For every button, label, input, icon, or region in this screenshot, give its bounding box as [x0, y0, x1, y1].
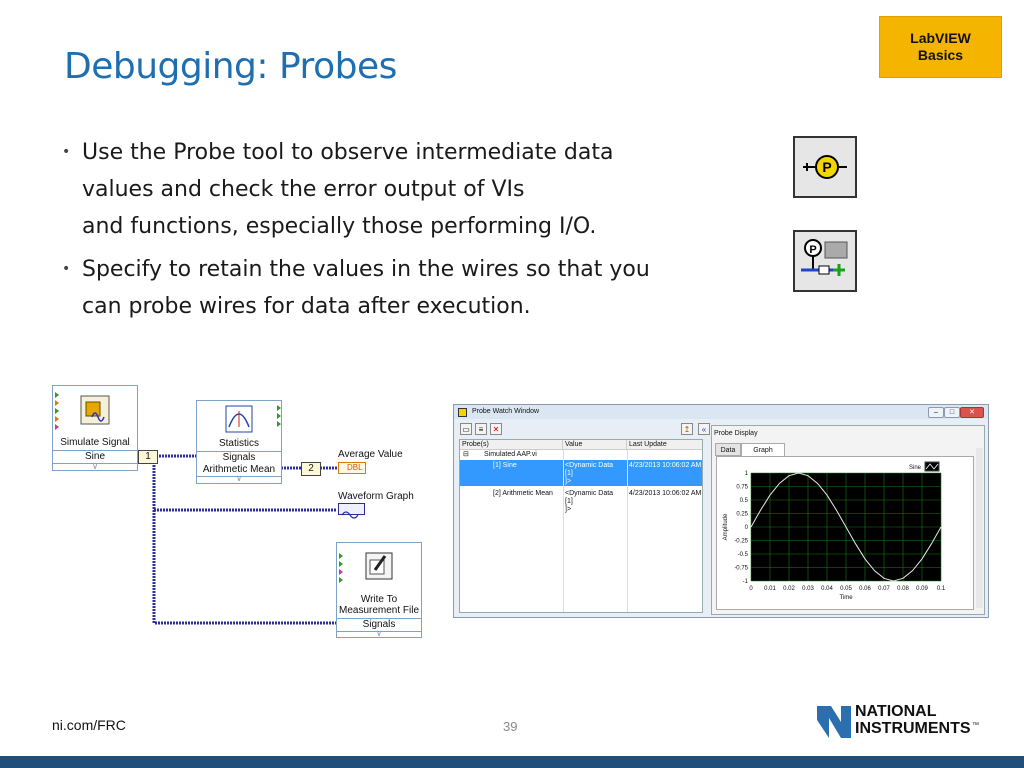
badge-line-1: LabVIEW: [910, 30, 971, 46]
statistics-icon: [225, 405, 253, 433]
column-header-probes[interactable]: Probe(s): [460, 440, 563, 450]
probe-name: [1] Sine: [493, 462, 517, 469]
probe-updated: 4/23/2013 10:06:02 AM: [629, 462, 702, 469]
footer-url[interactable]: ni.com/FRC: [52, 717, 126, 733]
probe-value-line-2: [1]: [565, 470, 573, 477]
y-tick-label: -1: [742, 579, 748, 585]
collapse-panel-icon[interactable]: «: [698, 423, 710, 435]
minimize-button[interactable]: –: [928, 407, 944, 418]
y-tick-label: 0.5: [739, 498, 748, 504]
logo-text-2: INSTRUMENTS: [855, 720, 971, 737]
input-terminal-icon: [339, 569, 343, 575]
input-terminal-icon: [55, 400, 59, 406]
vi-selector-input[interactable]: Signals: [197, 451, 281, 465]
probe-value-line-1: <Dynamic Data: [565, 490, 614, 497]
probe-value-line-3: ]>: [565, 478, 572, 485]
logo-trademark: ™: [972, 722, 979, 729]
probe-row[interactable]: [460, 488, 702, 514]
slide-title: Debugging: Probes: [64, 46, 397, 87]
legend-label: Sine: [908, 465, 921, 471]
column-header-value[interactable]: Value: [563, 440, 627, 450]
probe-list[interactable]: [459, 439, 703, 613]
write-measurement-file-vi[interactable]: [336, 542, 422, 638]
bullet-2-line-2: can probe wires for data after execution.: [82, 294, 531, 319]
y-tick-label: -0.75: [734, 565, 748, 572]
badge-line-2: Basics: [917, 47, 964, 63]
input-terminal-icon: [339, 561, 343, 567]
probe-value-line-3: ]>: [565, 506, 572, 513]
maximize-button[interactable]: □: [944, 407, 960, 418]
waveform-icon: [339, 509, 364, 519]
probe-name: [2] Arithmetic Mean: [493, 490, 553, 497]
x-tick-label: 0.06: [859, 586, 871, 592]
column-header-last-update[interactable]: Last Update: [627, 440, 702, 450]
bottom-bar: [0, 756, 1024, 768]
probe-value-line-1: <Dynamic Data: [565, 462, 614, 469]
y-axis-label: Amplitude: [723, 513, 729, 541]
vi-caption: Statistics: [218, 438, 259, 449]
average-value-indicator[interactable]: DBL: [338, 462, 366, 474]
highlight-icon[interactable]: ↥: [681, 423, 693, 435]
vi-selector[interactable]: Signals: [337, 618, 421, 632]
chevron-down-icon[interactable]: ∨: [235, 473, 243, 483]
national-instruments-logo: [815, 698, 980, 740]
x-tick-label: 0.03: [802, 586, 814, 592]
x-tick-label: 0.1: [936, 586, 946, 592]
bullet-2-line-1: Specify to retain the values in the wires so that you: [82, 257, 650, 282]
x-tick-label: 0.04: [821, 586, 833, 592]
y-tick-label: 0.25: [736, 511, 748, 518]
window-title: Probe Watch Window: [472, 408, 540, 415]
input-terminal-icon: [339, 553, 343, 559]
x-axis-label: Time: [839, 595, 853, 601]
logo-text-1: NATIONAL: [855, 703, 937, 720]
probe-row[interactable]: [460, 460, 702, 486]
x-tick-label: 0.07: [878, 586, 890, 592]
bullet-1-line-2: values and check the error output of VIs: [82, 177, 525, 202]
input-terminal-icon: [55, 392, 59, 398]
vi-caption-line-1: Write To: [360, 594, 398, 605]
probe-display-panel: [711, 425, 985, 615]
vi-caption-line-2: Measurement File: [338, 605, 420, 616]
write-file-icon: [365, 552, 393, 580]
y-tick-label: 0: [744, 525, 748, 531]
y-tick-label: 0.75: [736, 484, 748, 491]
chevron-down-icon[interactable]: ∨: [375, 628, 383, 638]
open-probe-icon[interactable]: ▭: [460, 423, 472, 435]
vi-caption: Simulate Signal: [60, 437, 130, 448]
input-terminal-icon: [55, 424, 59, 430]
input-terminal-icon: [55, 408, 59, 414]
x-tick-label: 0: [749, 586, 753, 592]
x-tick-label: 0.01: [764, 586, 776, 592]
output-terminal-icon: [277, 413, 281, 419]
page-number: 39: [503, 719, 518, 734]
delete-probe-icon[interactable]: ✕: [490, 423, 502, 435]
probe-updated: 4/23/2013 10:06:02 AM: [629, 490, 702, 497]
probe-display-title: Probe Display: [714, 430, 758, 437]
sine-graph[interactable]: [717, 457, 973, 609]
collapse-toggle-icon[interactable]: ⊟: [463, 451, 469, 458]
tree-view-icon[interactable]: ≡: [475, 423, 487, 435]
input-terminal-icon: [339, 577, 343, 583]
y-tick-label: 1: [744, 471, 748, 477]
close-button[interactable]: ✕: [960, 407, 984, 418]
probe-label-1[interactable]: 1: [138, 450, 158, 464]
output-terminal-icon: [277, 421, 281, 427]
vi-selector-output[interactable]: Arithmetic Mean: [197, 464, 281, 477]
bullet-dot-icon: •: [62, 144, 71, 160]
waveform-graph-indicator[interactable]: [338, 503, 365, 515]
probe-value-line-2: [1]: [565, 498, 573, 505]
svg-text:P: P: [809, 244, 817, 256]
statistics-vi[interactable]: [196, 400, 282, 484]
output-terminal-icon: [277, 405, 281, 411]
average-value-label: Average Value: [338, 449, 403, 460]
input-terminal-icon: [55, 416, 59, 422]
group-label: Simulated AAP.vi: [484, 451, 537, 458]
y-tick-label: -0.25: [734, 538, 748, 545]
svg-text:P: P: [822, 159, 832, 175]
bullet-1-line-3: and functions, especially those performing I/O.: [82, 214, 597, 239]
vertical-scrollbar[interactable]: [976, 448, 983, 608]
probe-watch-window: [453, 404, 989, 618]
bullet-dot-icon: •: [62, 261, 71, 277]
window-titlebar[interactable]: [454, 405, 988, 419]
chevron-down-icon[interactable]: ∨: [91, 461, 99, 471]
x-tick-label: 0.05: [840, 586, 852, 592]
x-tick-label: 0.08: [897, 586, 909, 592]
simulate-signal-vi[interactable]: [52, 385, 138, 471]
y-tick-label: -0.5: [737, 552, 748, 558]
waveform-graph-label: Waveform Graph: [338, 491, 414, 502]
vi-selector[interactable]: Sine: [53, 450, 137, 464]
tab-data[interactable]: Data: [715, 443, 741, 456]
probe-label-2[interactable]: 2: [301, 462, 321, 476]
graph-panel: [716, 456, 974, 610]
bullet-1-line-1: Use the Probe tool to observe intermediate data: [82, 140, 614, 165]
probe-window-icon: [458, 408, 467, 417]
x-tick-label: 0.09: [916, 586, 928, 592]
simulate-signal-icon: [80, 395, 110, 425]
x-tick-label: 0.02: [783, 586, 795, 592]
tab-graph[interactable]: Graph: [741, 443, 785, 456]
